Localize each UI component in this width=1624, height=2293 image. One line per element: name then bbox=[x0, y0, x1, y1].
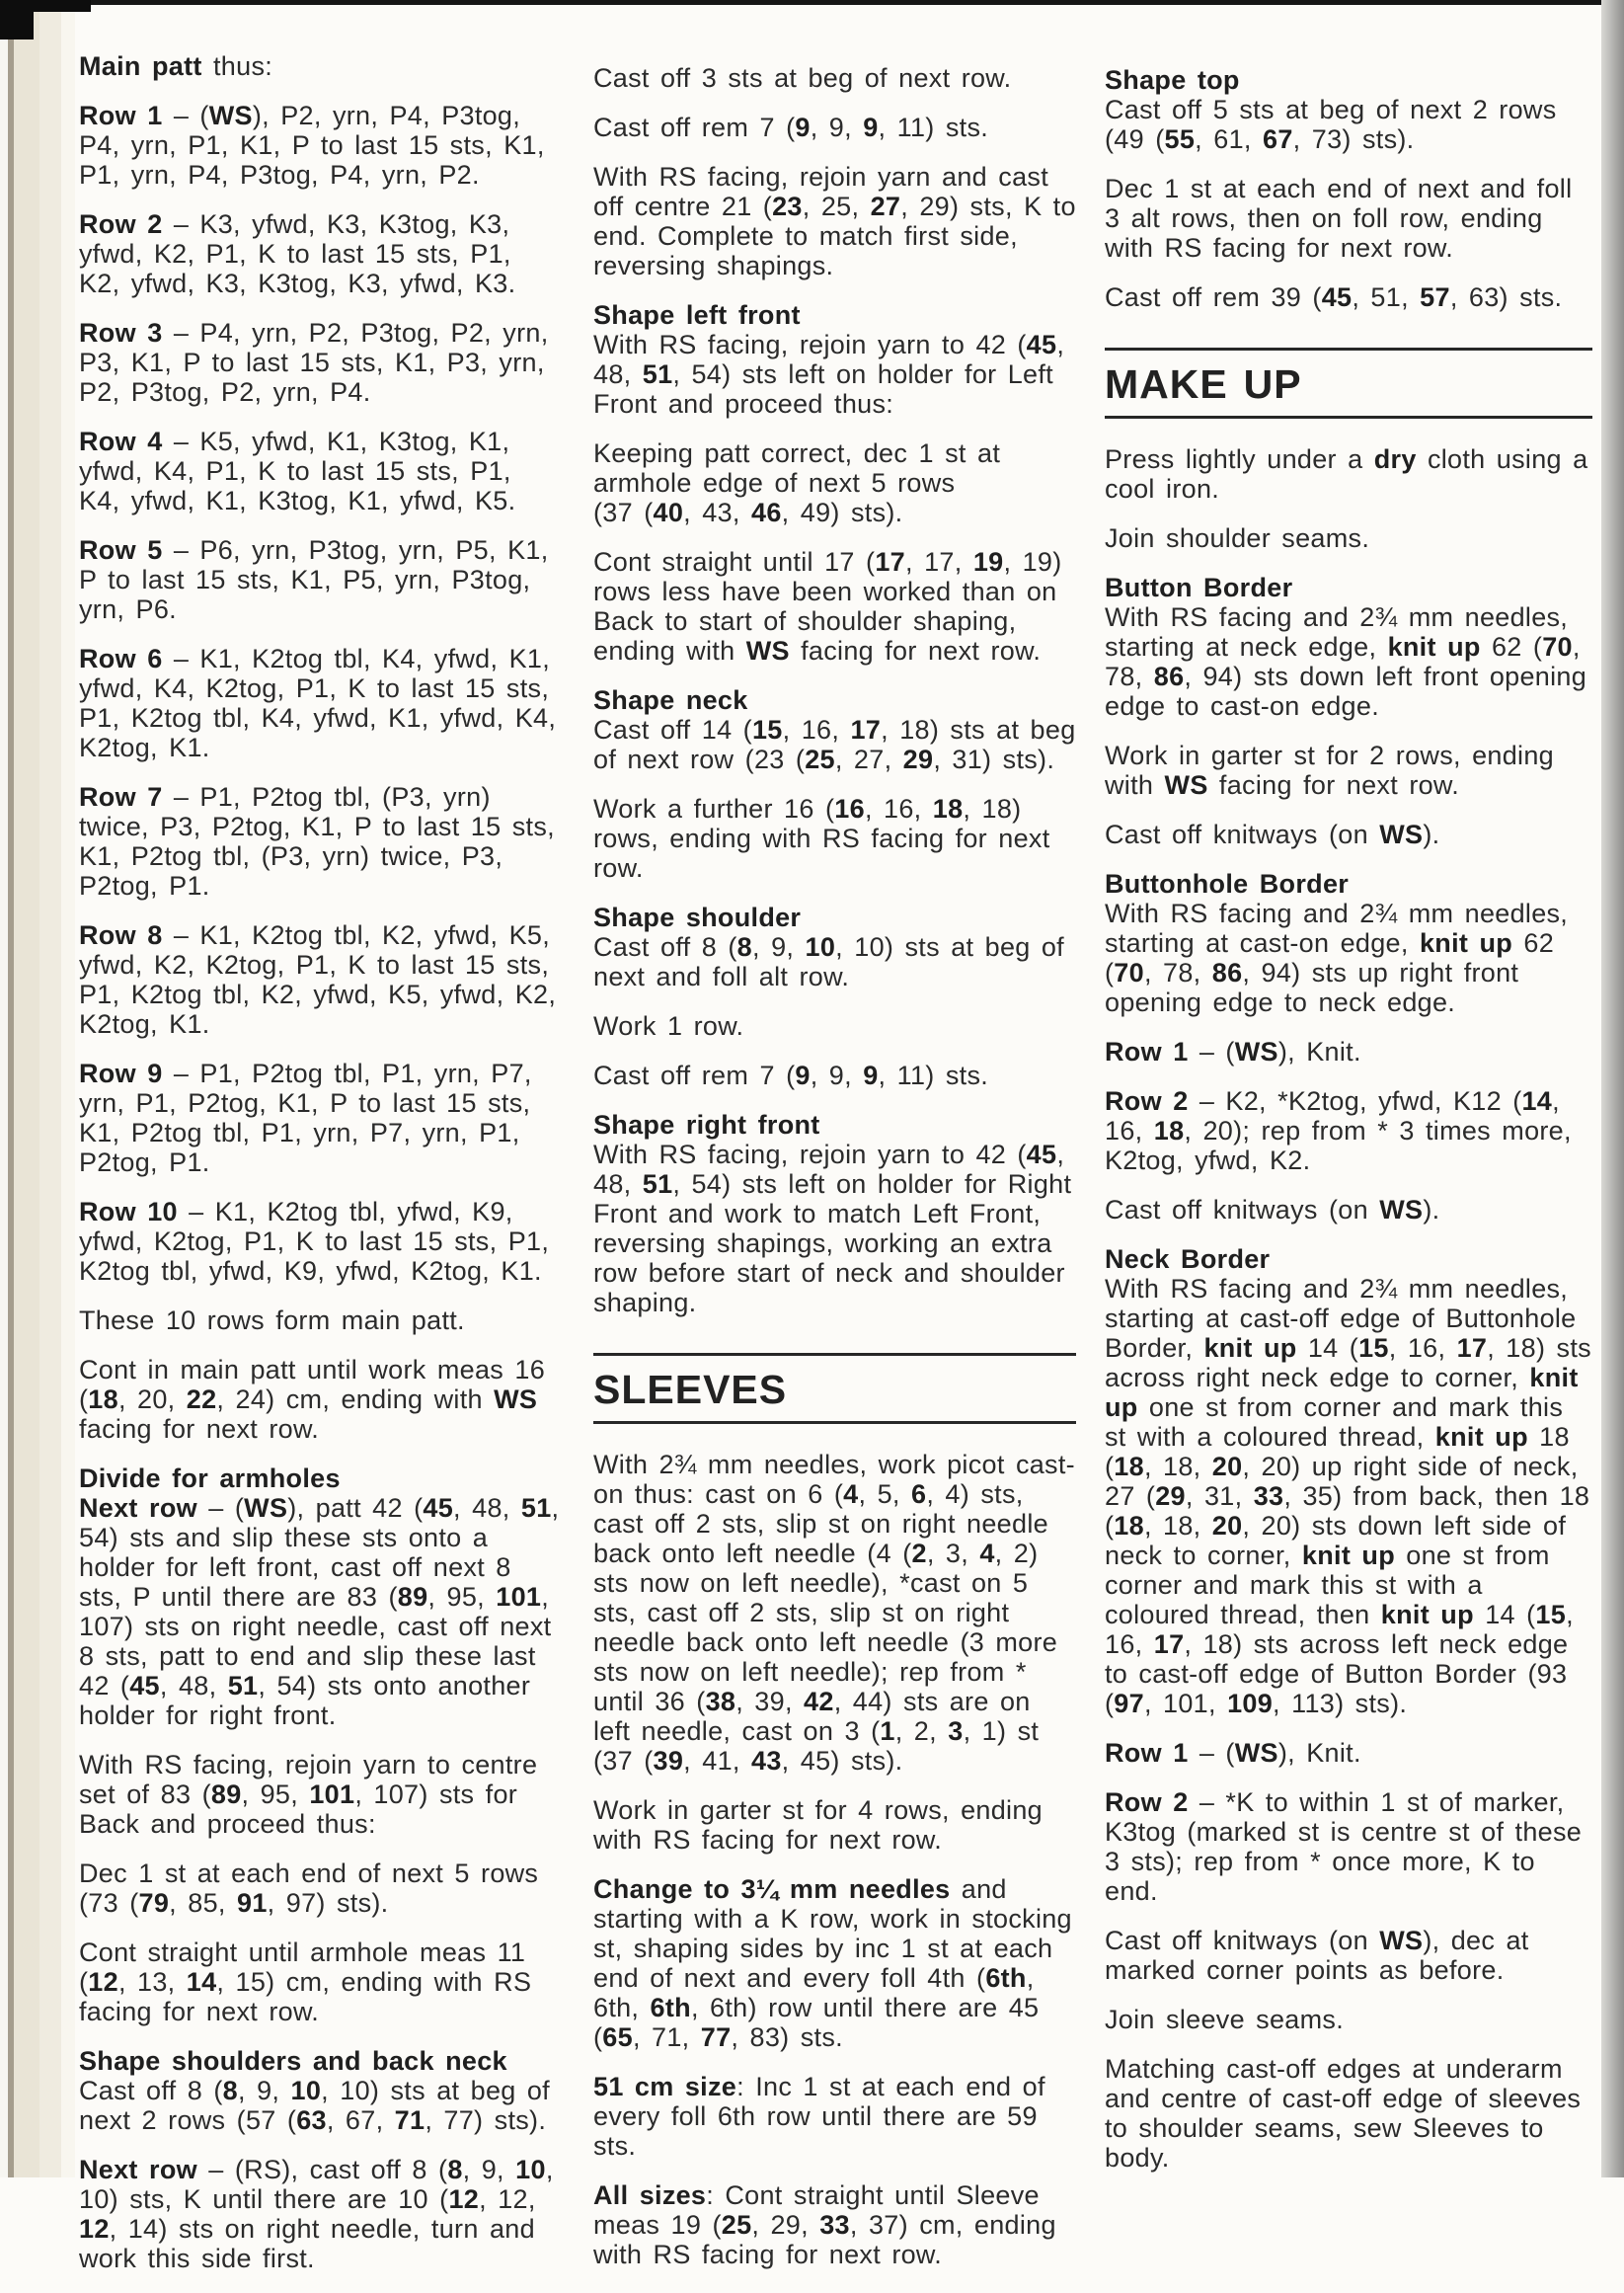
text-paragraph: Row 4 – K5, yfwd, K1, K3tog, K1, yfwd, K4, P1, K to last 15 sts, P1, K4, yfwd, K1, K3tog, K1, yfwd, K5. bbox=[79, 427, 516, 515]
text-paragraph: Cast off rem 39 (45, 51, 57, 63) sts. bbox=[1105, 282, 1563, 312]
text-paragraph: Row 10 – K1, K2tog tbl, yfwd, K9, yfwd, K2tog, P1, K to last 15 sts, P1, K2tog tbl, yfwd, K9, yfwd, K2tog, K1. bbox=[79, 1197, 550, 1286]
text-paragraph: Work in garter st for 4 rows, ending with RS facing for next row. bbox=[593, 1795, 1043, 1855]
text-paragraph: Neck Border With RS facing and 2¾ mm needles, starting at cast-off edge of Buttonhole Border, knit up 14 (15, 16, 17, 18) sts across right neck edge to corner, knit up one st from corner and mark this st with a coloured thread, knit up 18 (18, 18, 20, 20) up right side of neck, 27 (29, 31, 33, 35) from back, then 18 (18, 18, 20, 20) sts down left side of neck to corner, knit up one st from corner and mark this st with a coloured thread, then knit up 14 (15, 16, 17, 18) sts across left neck edge to cast-off edge of Button Border (93 (97, 101, 109, 113) sts). bbox=[1105, 1244, 1591, 1718]
text-paragraph: Row 7 – P1, P2tog tbl, (P3, yrn) twice, P3, P2tog, K1, P to last 15 sts, K1, P2tog tbl, (P3, yrn) twice, P3, P2tog, P1. bbox=[79, 782, 555, 901]
text-paragraph: With 2¾ mm needles, work picot cast-on thus: cast on 6 (4, 5, 6, 4) sts, cast off 2 sts, slip st on right needle back onto left needle (4 (2, 3, 4, 2) sts now on left needle), *cast on 5 sts, cast off 2 sts, slip st on right needle back onto left needle (3 more sts now on left needle); rep from * until 36 (38, 39, 42, 44) sts are on left needle, cast on 3 (1, 2, 3, 1) st (37 (39, 41, 43, 45) sts). bbox=[593, 1450, 1075, 1776]
text-paragraph: Cont in main patt until work meas 16 (18, 20, 22, 24) cm, ending with WS facing for next row. bbox=[79, 1355, 546, 1444]
text-paragraph: Shape left front With RS facing, rejoin yarn to 42 (45, 48, 51, 54) sts left on holder for Left Front and proceed thus: bbox=[593, 300, 1065, 419]
text-paragraph: Matching cast-off edges at underarm and centre of cast-off edge of sleeves to shoulder seams, sew Sleeves to body. bbox=[1105, 2054, 1582, 2173]
text-paragraph: Dec 1 st at each end of next and foll 3 alt rows, then on foll row, ending with RS facing for next row. bbox=[1105, 174, 1573, 263]
text-paragraph: Press lightly under a dry cloth using a cool iron. bbox=[1105, 444, 1588, 504]
text-paragraph: Cont straight until armhole meas 11 (12, 13, 14, 15) cm, ending with RS facing for next row. bbox=[79, 1937, 532, 2026]
section-rule-bottom bbox=[593, 1421, 1076, 1424]
text-column-1 bbox=[79, 51, 560, 2293]
text-paragraph: Keeping patt correct, dec 1 st at armhole edge of next 5 rows (37 (40, 43, 46, 49) sts). bbox=[593, 438, 1001, 527]
text-paragraph: Work a further 16 (16, 16, 18, 18) rows, ending with RS facing for next row. bbox=[593, 794, 1050, 883]
text-paragraph: Row 9 – P1, P2tog tbl, P1, yrn, P7, yrn, P1, P2tog, K1, P to last 15 sts, K1, P2tog tbl, P1, yrn, P7, yrn, P1, P2tog, P1. bbox=[79, 1059, 532, 1177]
text-column-3 bbox=[1105, 65, 1592, 2192]
section-heading bbox=[1105, 348, 1592, 419]
text-paragraph: Row 2 – *K to within 1 st of marker, K3tog (marked st is centre st of these 3 sts); rep from * once more, K to end. bbox=[1105, 1787, 1583, 1906]
text-paragraph: Cast off knitways (on WS), dec at marked corner points as before. bbox=[1105, 1926, 1529, 1985]
text-paragraph: Cast off knitways (on WS). bbox=[1105, 820, 1440, 849]
text-paragraph: Buttonhole Border With RS facing and 2¾ mm needles, starting at cast-on edge, knit up 62 (70, 78, 86, 94) sts up right front opening edge to neck edge. bbox=[1105, 869, 1569, 1017]
text-column-2 bbox=[593, 63, 1076, 2289]
text-paragraph: Row 5 – P6, yrn, P3tog, yrn, P5, K1, P to last 15 sts, K1, P5, yrn, P3tog, yrn, P6. bbox=[79, 535, 549, 624]
text-paragraph: Row 8 – K1, K2tog tbl, K2, yfwd, K5, yfwd, K2, K2tog, P1, K to last 15 sts, P1, K2tog tbl, K2, yfwd, K5, yfwd, K2, K2tog, K1. bbox=[79, 920, 557, 1039]
text-paragraph: All sizes: Cont straight until Sleeve meas 19 (25, 29, 33, 37) cm, ending with RS facing for next row. bbox=[593, 2180, 1056, 2269]
text-paragraph: Shape top Cast off 5 sts at beg of next 2 rows (49 (55, 61, 67, 73) sts). bbox=[1105, 65, 1557, 154]
text-paragraph: Row 3 – P4, yrn, P2, P3tog, P2, yrn, P3, K1, P to last 15 sts, K1, P3, yrn, P2, P3tog, P2, yrn, P4. bbox=[79, 318, 549, 407]
text-paragraph: Cast off rem 7 (9, 9, 9, 11) sts. bbox=[593, 113, 989, 142]
text-paragraph: Main patt thus: bbox=[79, 51, 273, 81]
text-paragraph: Work 1 row. bbox=[593, 1011, 744, 1041]
text-paragraph: Row 1 – (WS), Knit. bbox=[1105, 1738, 1361, 1768]
text-paragraph: Join shoulder seams. bbox=[1105, 523, 1370, 553]
section-heading bbox=[593, 1353, 1076, 1424]
scan-top-edge bbox=[0, 0, 1624, 5]
text-paragraph: Divide for armholes Next row – (WS), patt 42 (45, 48, 51, 54) sts and slip these sts onto a holder for left front, cast off next 8 sts, P until there are 83 (89, 95, 101, 107) sts on right needle, cast off next 8 sts, patt to end and slip these last 42 (45, 48, 51, 54) sts onto another holder for right front. bbox=[79, 1463, 560, 1730]
text-paragraph: Row 2 – K3, yfwd, K3, K3tog, K3, yfwd, K2, P1, K to last 15 sts, P1, K2, yfwd, K3, K3tog, K3, yfwd, K3. bbox=[79, 209, 516, 298]
text-paragraph: Work in garter st for 2 rows, ending with WS facing for next row. bbox=[1105, 741, 1554, 800]
text-paragraph: Next row – (RS), cast off 8 (8, 9, 10, 10) sts, K until there are 10 (12, 12, 12, 14) sts on right needle, turn and work this side first. bbox=[79, 2155, 554, 2273]
text-paragraph: With RS facing, rejoin yarn and cast off centre 21 (23, 25, 27, 29) sts, K to end. Complete to match first side, reversing shapings. bbox=[593, 162, 1076, 280]
text-paragraph: Shape shoulders and back neck Cast off 8 (8, 9, 10, 10) sts at beg of next 2 rows (57 (63, 67, 71, 77) sts). bbox=[79, 2046, 550, 2135]
text-paragraph: Cont straight until 17 (17, 17, 19, 19) rows less have been worked than on Back to start of shoulder shaping, ending with WS facing for next row. bbox=[593, 547, 1062, 666]
page-left-margin bbox=[0, 0, 75, 2177]
text-paragraph: Row 2 – K2, *K2tog, yfwd, K12 (14, 16, 18, 20); rep from * 3 times more, K2tog, yfwd, K2. bbox=[1105, 1086, 1572, 1175]
text-paragraph: Change to 3¼ mm needles and starting with a K row, work in stocking st, shaping sides by inc 1 st at each end of next and every foll 4th (6th, 6th, 6th, 6th) row until there are 45 (65, 71, 77, 83) sts. bbox=[593, 1874, 1072, 2052]
text-paragraph: Row 1 – (WS), Knit. bbox=[1105, 1037, 1361, 1067]
text-paragraph: Shape neck Cast off 14 (15, 16, 17, 18) sts at beg of next row (23 (25, 27, 29, 31) sts). bbox=[593, 685, 1076, 774]
text-paragraph: Dec 1 st at each end of next 5 rows (73 (79, 85, 91, 97) sts). bbox=[79, 1858, 539, 1918]
text-paragraph: Button Border With RS facing and 2¾ mm needles, starting at neck edge, knit up 62 (70, 78, 86, 94) sts down left front opening edge to cast-on edge. bbox=[1105, 573, 1587, 721]
scan-right-edge bbox=[1601, 0, 1624, 2177]
text-paragraph: Join sleeve seams. bbox=[1105, 2005, 1345, 2034]
text-paragraph: With RS facing, rejoin yarn to centre set of 83 (89, 95, 101, 107) sts for Back and proceed thus: bbox=[79, 1750, 538, 1839]
text-paragraph: These 10 rows form main patt. bbox=[79, 1305, 465, 1335]
section-rule-bottom bbox=[1105, 416, 1592, 419]
section-title: MAKE UP bbox=[1105, 361, 1302, 407]
text-paragraph: Cast off rem 7 (9, 9, 9, 11) sts. bbox=[593, 1061, 989, 1090]
text-paragraph: Shape shoulder Cast off 8 (8, 9, 10, 10) sts at beg of next and foll alt row. bbox=[593, 903, 1064, 991]
scan-corner-wedge bbox=[0, 0, 34, 40]
text-paragraph: Row 1 – (WS), P2, yrn, P4, P3tog, P4, yrn, P1, K1, P to last 15 sts, K1, P1, yrn, P4, P3tog, P4, yrn, P2. bbox=[79, 101, 545, 190]
text-paragraph: Row 6 – K1, K2tog tbl, K4, yfwd, K1, yfwd, K4, K2tog, P1, K to last 15 sts, P1, K2tog tbl, K4, yfwd, K1, yfwd, K4, K2tog, K1. bbox=[79, 644, 557, 762]
text-paragraph: 51 cm size: Inc 1 st at each end of every foll 6th row until there are 59 sts. bbox=[593, 2072, 1045, 2161]
text-paragraph: Shape right front With RS facing, rejoin yarn to 42 (45, 48, 51, 54) sts left on holder for Right Front and work to match Left Front, reversing shapings, working an extra row before start of neck and shoulder shaping. bbox=[593, 1110, 1072, 1317]
section-title: SLEEVES bbox=[593, 1367, 788, 1412]
text-paragraph: Cast off knitways (on WS). bbox=[1105, 1195, 1440, 1225]
text-paragraph: Cast off 3 sts at beg of next row. bbox=[593, 63, 1012, 93]
